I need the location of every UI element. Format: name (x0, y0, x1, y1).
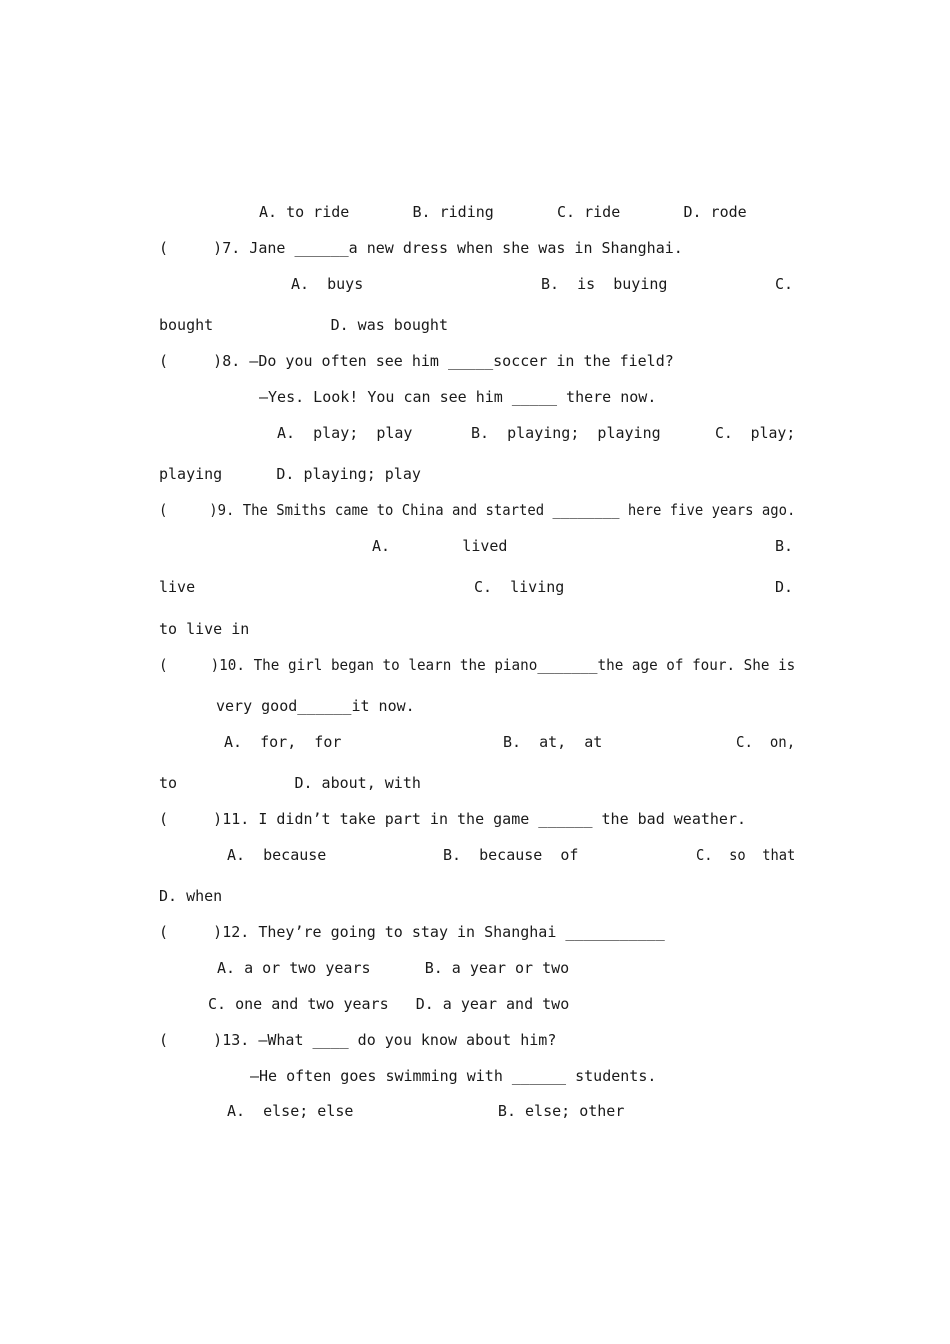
q10-option-c-label: C. on, (736, 733, 796, 751)
q8-option-c-label: C. play; (715, 424, 796, 442)
q7-option-c-label: C. (775, 275, 794, 293)
q12-options-cd: C. one and two years D. a year and two (208, 995, 570, 1013)
q9-option-a: A. lived (372, 537, 508, 555)
q7-option-c-continued: bought D. was bought (159, 316, 448, 334)
q8-option-c-continued: playing D. playing; play (159, 465, 421, 483)
q11-option-c: C. so that (696, 846, 796, 864)
q7-option-a: A. buys (291, 275, 364, 293)
q13-reply: —He often goes swimming with ______ students. (250, 1067, 657, 1085)
q13-stem: ( )13. —What ____ do you know about him? (159, 1031, 557, 1049)
q7-stem: ( )7. Jane ______a new dress when she was in Shanghai. (159, 239, 683, 257)
q8-option-b: B. playing; playing (471, 424, 661, 442)
q8-stem: ( )8. —Do you often see him _____soccer in the field? (159, 352, 674, 370)
q9-option-b-label: B. (775, 537, 794, 555)
q11-option-a: A. because (227, 846, 327, 864)
q10-option-a: A. for, for (224, 733, 342, 751)
q13-options-ab: A. else; else B. else; other (227, 1102, 625, 1120)
q10-option-c-continued: to D. about, with (159, 774, 421, 792)
q9-option-d-continued: to live in (159, 620, 250, 638)
q6-options: A. to ride B. riding C. ride D. rode (259, 203, 747, 221)
q8-option-a: A. play; play (277, 424, 413, 442)
q11-option-d: D. when (159, 887, 223, 905)
q7-option-b: B. is buying (541, 275, 668, 293)
q9-option-d-label: D. (775, 578, 794, 596)
q11-option-b: B. because of (443, 846, 579, 864)
q9-option-c: C. living (474, 578, 565, 596)
q9-option-b-continued: live (159, 578, 196, 596)
q12-stem: ( )12. They’re going to stay in Shanghai ___________ (159, 923, 665, 941)
q8-reply: —Yes. Look! You can see him _____ there now. (259, 388, 657, 406)
q10-stem-continued: very good______it now. (216, 697, 415, 715)
q11-stem: ( )11. I didn’t take part in the game ______ the bad weather. (159, 810, 746, 828)
q12-options-ab: A. a or two years B. a year or two (217, 959, 570, 977)
q10-stem: ( )10. The girl began to learn the piano_______the age of four. She is (159, 656, 796, 674)
q9-stem: ( )9. The Smiths came to China and started ________ here five years ago. (159, 501, 796, 519)
q10-option-b: B. at, at (503, 733, 603, 751)
